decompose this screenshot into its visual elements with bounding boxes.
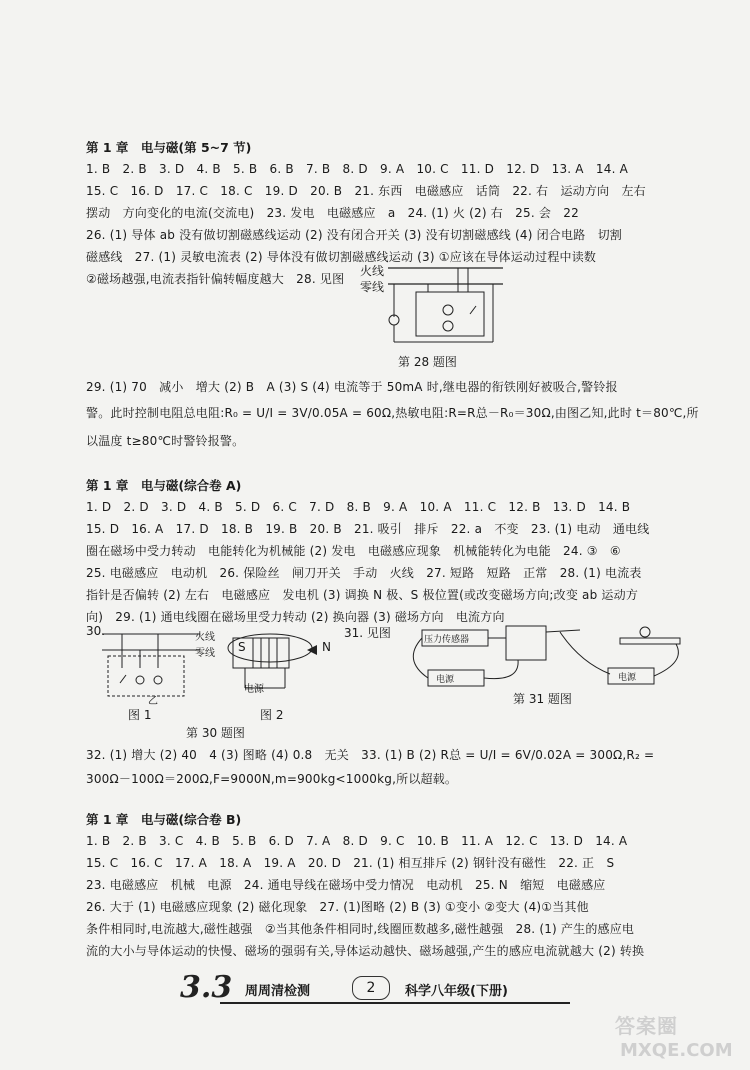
footer-grade: 科学八年级(下册): [405, 984, 508, 999]
sec3-line-6: 流的大小与导体运动的快慢、磁场的强弱有关,导体运动越快、磁场越强,产生的感应电流就越大 (2) 转换: [86, 944, 645, 958]
section-title-3: 第 1 章 电与磁(综合卷 B): [86, 812, 242, 827]
fig30-neutral-label: 零线: [195, 648, 215, 659]
q29-line-3: 以温度 t≥80℃时警铃报警。: [86, 434, 245, 448]
sec2-line-5: 指针是否偏转 (2) 左右 电磁感应 发电机 (3) 调换 N 极、S 极位置(或改变磁场方向;改变 ab 运动方: [86, 588, 639, 602]
footer-title: 周周清检测: [245, 984, 311, 999]
fig30-n-label: N: [322, 640, 331, 654]
brand-logo: 3.3: [180, 970, 233, 1005]
sec1-line-1: 1. B 2. B 3. D 4. B 5. B 6. B 7. B 8. D 9. A 10. C 11. D 12. D 13. A 14. A: [86, 162, 629, 176]
watermark-url: MXQE.COM: [620, 1040, 733, 1061]
sec2-line-3: 圈在磁场中受力转动 电能转化为机械能 (2) 发电 电磁感应现象 机械能转化为电能 24. ③ ⑥: [86, 544, 621, 558]
page-number: 2: [352, 976, 390, 1000]
sec3-line-3: 23. 电磁感应 机械 电源 24. 通电导线在磁场中受力情况 电动机 25. N 缩短 电磁感应: [86, 878, 606, 892]
fig30-img2-label: 图 2: [260, 708, 284, 722]
fig31-caption: 第 31 题图: [513, 692, 572, 706]
fig30-live-label: 火线: [195, 632, 215, 643]
fig30-s-label: S: [238, 640, 246, 654]
sec1-line-6: ②磁场越强,电流表指针偏转幅度越大 28. 见图: [86, 272, 345, 286]
q31-label: 31. 见图: [344, 626, 391, 640]
sec1-line-4: 26. (1) 导体 ab 没有做切割磁感线运动 (2) 没有闭合开关 (3) 没有切割磁感线 (4) 闭合电路 切割: [86, 228, 622, 242]
q32-line-2: 300Ω－100Ω＝200Ω,F=9000N,m=900kg<1000kg,所以超载。: [86, 772, 458, 786]
sec2-line-2: 15. D 16. A 17. D 18. B 19. B 20. B 21. 吸引 排斥 22. a 不变 23. (1) 电动 通电线: [86, 522, 650, 536]
watermark-logo: 答案圈: [615, 1014, 678, 1038]
q32-line-1: 32. (1) 增大 (2) 40 4 (3) 图略 (4) 0.8 无关 33. (1) B (2) R总 = U/I = 6V/0.02A = 300Ω,R₂ =: [86, 748, 655, 762]
sec3-line-5: 条件相同时,电流越大,磁性越强 ②当其他条件相同时,线圈匝数越多,磁性越强 28. (1) 产生的感应电: [86, 922, 635, 936]
fig31-power-1: 电源: [436, 675, 455, 685]
q29-line-2: 警。此时控制电阻总电阻:R₀ = U/I = 3V/0.05A = 60Ω,热敏电阻:R=R总－R₀＝30Ω,由图乙知,此时 t＝80℃,所: [86, 406, 699, 420]
fig30-yi-label: 乙: [148, 696, 158, 707]
q29-line-1: 29. (1) 70 减小 增大 (2) B A (3) S (4) 电流等于 50mA 时,继电器的衔铁刚好被吸合,警铃报: [86, 380, 618, 394]
fig28-caption: 第 28 题图: [398, 355, 457, 369]
page-footer: [180, 970, 570, 1008]
section-title-2: 第 1 章 电与磁(综合卷 A): [86, 478, 242, 493]
q30-label: 30.: [86, 624, 106, 638]
sec2-line-1: 1. D 2. D 3. D 4. B 5. D 6. C 7. D 8. B 9. A 10. A 11. C 12. B 13. D 14. B: [86, 500, 631, 514]
fig28-live-label: 火线: [360, 264, 385, 278]
fig31-power-2: 电源: [618, 673, 637, 683]
fig30-power-label: 电源: [244, 684, 264, 695]
sec3-line-1: 1. B 2. B 3. C 4. B 5. B 6. D 7. A 8. D 9. C 10. B 11. A 12. C 13. D 14. A: [86, 834, 628, 848]
sec2-line-6: 向) 29. (1) 通电线圈在磁场里受力转动 (2) 换向器 (3) 磁场方向 电流方向: [86, 610, 505, 624]
sec3-line-4: 26. 大于 (1) 电磁感应现象 (2) 磁化现象 27. (1)图略 (2) B (3) ①变小 ②变大 (4)①当其他: [86, 900, 589, 914]
fig31-sensor-label: 压力传感器: [424, 635, 470, 645]
fig28-neutral-label: 零线: [360, 280, 385, 294]
section-title-1: 第 1 章 电与磁(第 5~7 节): [86, 140, 252, 155]
fig30-caption: 第 30 题图: [186, 726, 245, 740]
sec2-line-4: 25. 电磁感应 电动机 26. 保险丝 闸刀开关 手动 火线 27. 短路 短路 正常 28. (1) 电流表: [86, 566, 642, 580]
sec3-line-2: 15. C 16. C 17. A 18. A 19. A 20. D 21. (1) 相互排斥 (2) 钢针没有磁性 22. 正 S: [86, 856, 615, 870]
sec1-line-3: 摆动 方向变化的电流(交流电) 23. 发电 电磁感应 a 24. (1) 火 (2) 右 25. 会 22: [86, 206, 579, 220]
fig30-img1-label: 图 1: [128, 708, 152, 722]
sec1-line-2: 15. C 16. D 17. C 18. C 19. D 20. B 21. 东西 电磁感应 话筒 22. 右 运动方向 左右: [86, 184, 646, 198]
sec1-line-5: 磁感线 27. (1) 灵敏电流表 (2) 导体没有做切割磁感线运动 (3) ①应该在导体运动过程中读数: [86, 250, 597, 264]
